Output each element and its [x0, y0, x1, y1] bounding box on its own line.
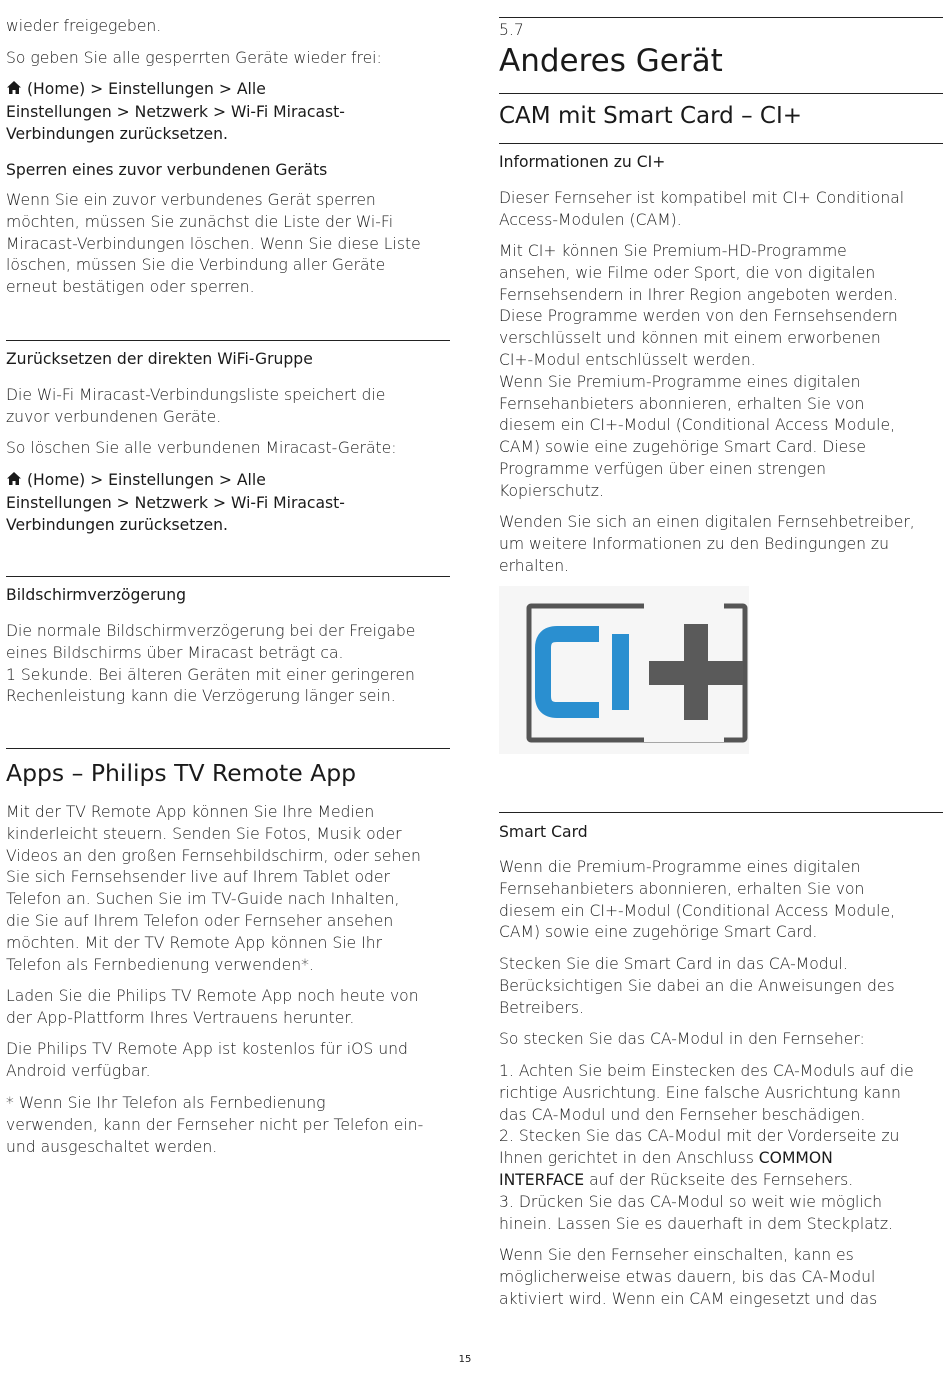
paragraph: wieder freigegeben.	[6, 17, 162, 35]
paragraph: Die Philips TV Remote App ist kostenlos für iOS und Android verfügbar.	[6, 1040, 408, 1080]
section-number: 5.7	[499, 21, 524, 39]
section-heading: Bildschirmverzögerung	[6, 586, 187, 604]
paragraph: Die Wi-Fi Miracast-Verbindungsliste speichert die zuvor verbundenen Geräte.	[6, 386, 386, 426]
step-list: 1. Achten Sie beim Einstecken des CA-Moduls auf die richtige Ausrichtung. Eine falsche Ausrichtung kann das CA-Modul und den Fernseher beschädigen. 2. Stecken Sie das CA-Modul mit der Vorderseite zu Ihnen gerichtet in den Anschluss COMMON INTERFACE auf der Rückseite des Fernsehers. 3. Drücken Sie das CA-Modul so weit wie möglich hinein. Lassen Sie es dauerhaft in dem Steckplatz.	[499, 1062, 914, 1233]
divider	[499, 143, 943, 144]
paragraph: Stecken Sie die Smart Card in das CA-Modul. Berücksichtigen Sie dabei an die Anweisungen des Betreibers.	[499, 955, 895, 1017]
home-icon	[6, 80, 22, 102]
section-heading: Sperren eines zuvor verbundenen Geräts	[6, 161, 328, 179]
paragraph: Wenn Sie ein zuvor verbundenes Gerät sperren möchten, müssen Sie zunächst die Liste der Wi-Fi Miracast-Verbindungen löschen. Wenn Sie diese Liste löschen, müssen Sie die Verbindung aller Geräte erneut bestätigen oder sperren.	[6, 191, 421, 297]
paragraph: So löschen Sie alle verbundenen Miracast-Geräte:	[6, 439, 397, 457]
ci-plus-logo-graphic	[499, 586, 749, 754]
paragraph: Dieser Fernseher ist kompatibel mit CI+ Conditional Access-Modulen (CAM).	[499, 189, 905, 229]
divider	[499, 17, 943, 18]
section-heading: Zurücksetzen der direkten WiFi-Gruppe	[6, 350, 313, 368]
footnote: * Wenn Sie Ihr Telefon als Fernbedienung verwenden, kann der Fernseher nicht per Telefon ein- und ausgeschaltet werden.	[6, 1094, 424, 1156]
divider	[6, 340, 450, 341]
connector-name: INTERFACE	[499, 1170, 585, 1189]
paragraph: Wenn Sie den Fernseher einschalten, kann es möglicherweise etwas dauern, bis das CA-Modul aktiviert wird. Wenn ein CAM eingesetzt und das	[499, 1246, 878, 1308]
paragraph: Mit der TV Remote App können Sie Ihre Medien kinderleicht steuern. Senden Sie Fotos, Musik oder Videos an den großen Fernsehbildschirm, oder sehen Sie sich Fernsehsender live auf Ihrem Tablet oder Telefon an. Suchen Sie im TV-Guide nach Inhalten, die Sie auf Ihrem Telefon oder Fernseher ansehen möchten. Mit der TV Remote App können Sie Ihr Telefon als Fernbedienung verwenden*.	[6, 803, 421, 974]
section-title: CAM mit Smart Card – CI+	[499, 103, 802, 129]
paragraph: Laden Sie die Philips TV Remote App noch heute von der App-Plattform Ihres Vertrauens herunter.	[6, 987, 419, 1027]
divider	[6, 576, 450, 577]
paragraph: So stecken Sie das CA-Modul in den Fernseher:	[499, 1030, 865, 1048]
paragraph: Mit CI+ können Sie Premium-HD-Programme ansehen, wie Filme oder Sport, die von digitalen Fernsehsendern in Ihrer Region angeboten werden. Diese Programme werden von den Fernsehsendern verschlüsselt und können mit einem erworbenen CI+-Modul entschlüsselt werden. Wenn Sie Premium-Programme eines digitalen Fernsehanbieters abonnieren, erhalten Sie von diesem ein CI+-Modul (Conditional Access Module, CAM) sowie eine zugehörige Smart Card. Diese Programme verfügen über einen strengen Kopierschutz.	[499, 242, 899, 500]
paragraph: Wenden Sie sich an einen digitalen Fernsehbetreiber, um weitere Informationen zu den Bedingungen zu erhalten.	[499, 513, 915, 575]
divider	[499, 93, 943, 94]
home-icon	[6, 471, 22, 493]
page-number: 15	[458, 1354, 472, 1365]
paragraph: So geben Sie alle gesperrten Geräte wieder frei:	[6, 49, 382, 67]
divider	[499, 812, 943, 813]
connector-name: COMMON	[758, 1149, 833, 1168]
chapter-title: Anderes Gerät	[499, 43, 723, 79]
ci-plus-logo	[499, 586, 749, 754]
divider	[6, 748, 450, 749]
section-heading: Informationen zu CI+	[499, 153, 666, 171]
menu-path: (Home) > Einstellungen > Alle Einstellungen > Netzwerk > Wi-Fi Miracast- Verbindungen zurücksetzen.	[6, 471, 345, 534]
paragraph: Wenn die Premium-Programme eines digitalen Fernsehanbieters abonnieren, erhalten Sie von diesem ein CI+-Modul (Conditional Access Module, CAM) sowie eine zugehörige Smart Card.	[499, 858, 896, 942]
section-heading: Smart Card	[499, 823, 588, 841]
chapter-heading: Apps – Philips TV Remote App	[6, 759, 357, 787]
paragraph: Die normale Bildschirmverzögerung bei der Freigabe eines Bildschirms über Miracast beträgt ca. 1 Sekunde. Bei älteren Geräten mit einer geringeren Rechenleistung kann die Verzögerung länger sein.	[6, 622, 416, 706]
menu-path: (Home) > Einstellungen > Alle Einstellungen > Netzwerk > Wi-Fi Miracast- Verbindungen zurücksetzen.	[6, 80, 345, 143]
